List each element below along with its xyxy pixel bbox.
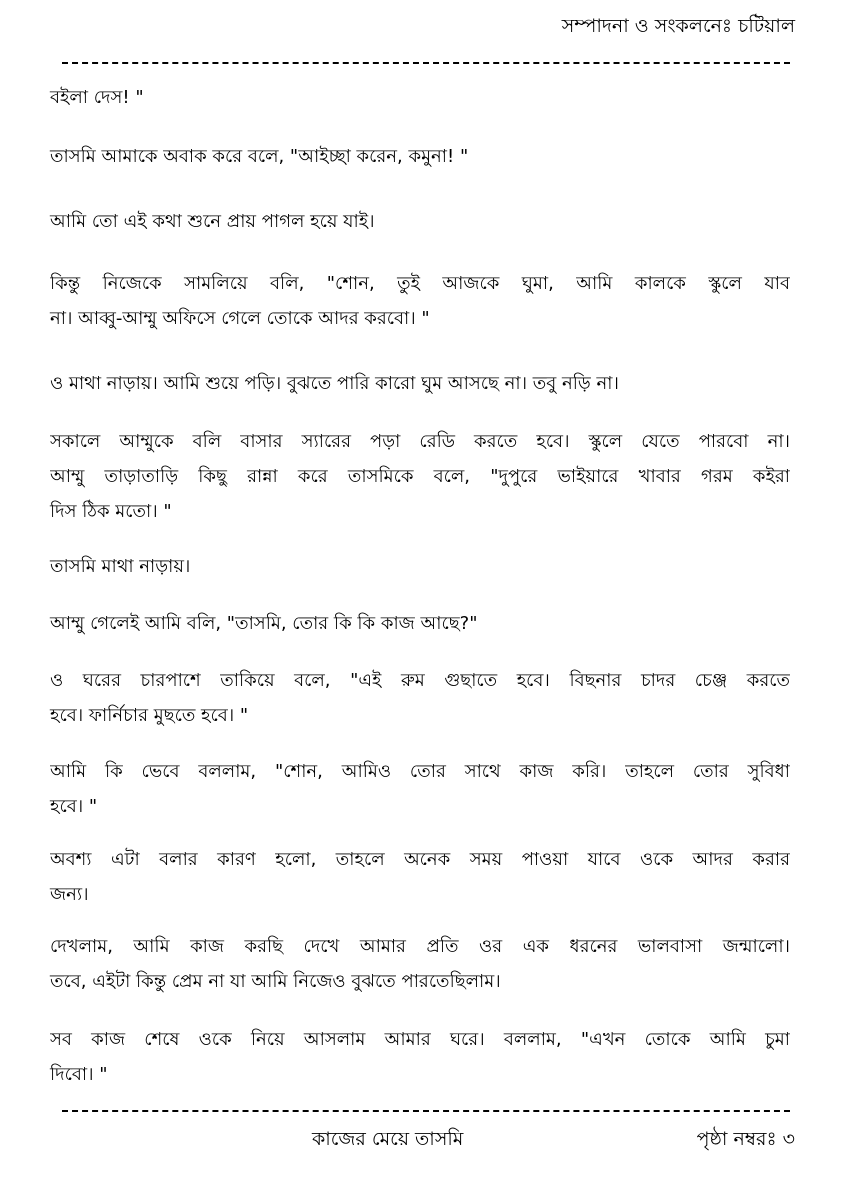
text-line: ও ঘরের চারপাশে তাকিয়ে বলে, "এই রুম গুছাতে হবে। বিছনার চাদর চেঞ্জ করতে [50, 670, 790, 691]
paragraph [50, 80, 790, 115]
text-line: তাসমি মাথা নাড়ায়। [50, 556, 191, 577]
footer-divider [62, 1110, 790, 1112]
text-line: তাসমি আমাকে অবাক করে বলে, "আইচ্ছা করেন, কমুনা! " [50, 146, 469, 167]
text-line: আমি কি ভেবে বললাম, "শোন, আমিও তোর সাথে কাজ করি। তাহলে তোর সুবিধা [50, 761, 790, 782]
paragraph [50, 424, 790, 529]
footer-title: কাজের মেয়ে তাসমি [312, 1128, 464, 1150]
header-divider [62, 62, 790, 64]
paragraph [50, 754, 790, 824]
paragraph [50, 929, 790, 999]
text-line: কিন্তু নিজেকে সামলিয়ে বলি, "শোন, তুই আজকে ঘুমা, আমি কালকে স্কুলে যাব [50, 273, 790, 294]
paragraph [50, 204, 790, 239]
text-line: আম্মু তাড়াতাড়ি কিছু রান্না করে তাসমিকে বলে, "দুপুরে ভাইয়ারে খাবার গরম কইরা [50, 466, 790, 487]
paragraph [50, 842, 790, 912]
text-line: আম্মু গেলেই আমি বলি, "তাসমি, তোর কি কি কাজ আছে?" [50, 613, 478, 634]
text-line: সব কাজ শেষে ওকে নিয়ে আসলাম আমার ঘরে। বললাম, "এখন তোকে আমি চুমা [50, 1029, 790, 1050]
text-line: হবে। ফার্নিচার মুছতে হবে। " [50, 705, 249, 726]
text-line: তবে, এইটা কিন্তু প্রেম না যা আমি নিজেও বুঝতে পারতেছিলাম। [50, 971, 501, 992]
page-number: পৃষ্ঠা নম্বরঃ ৩ [696, 1128, 795, 1150]
text-line: সকালে আম্মুকে বলি বাসার স্যারের পড়া রেডি করতে হবে। স্কুলে যেতে পারবো না। [50, 431, 790, 452]
text-line: বইলা দেস! " [50, 87, 144, 108]
paragraph [50, 139, 790, 174]
text-line: অবশ্য এটা বলার কারণ হলো, তাহলে অনেক সময় পাওয়া যাবে ওকে আদর করার [50, 849, 790, 870]
text-line: ও মাথা নাড়ায়। আমি শুয়ে পড়ি। বুঝতে পারি কারো ঘুম আসছে না। তবু নড়ি না। [50, 373, 619, 394]
paragraph [50, 606, 790, 641]
paragraph [50, 1022, 790, 1092]
paragraph [50, 663, 790, 733]
text-line: দিবো। " [50, 1064, 108, 1085]
text-line: আমি তো এই কথা শুনে প্রায় পাগল হয়ে যাই। [50, 211, 375, 232]
text-line: জন্য। [50, 884, 89, 905]
paragraph [50, 549, 790, 584]
paragraph [50, 266, 790, 336]
text-line: দিস ঠিক মতো। " [50, 501, 172, 522]
page-header: সম্পাদনা ও সংকলনেঃ চটিয়াল [561, 15, 795, 37]
paragraph [50, 366, 790, 401]
text-line: দেখলাম, আমি কাজ করছি দেখে আমার প্রতি ওর এক ধরনের ভালবাসা জন্মালো। [50, 936, 790, 957]
text-line: হবে। " [50, 796, 98, 817]
text-line: না। আব্বু-আম্মু অফিসে গেলে তোকে আদর করবো। " [50, 308, 430, 329]
